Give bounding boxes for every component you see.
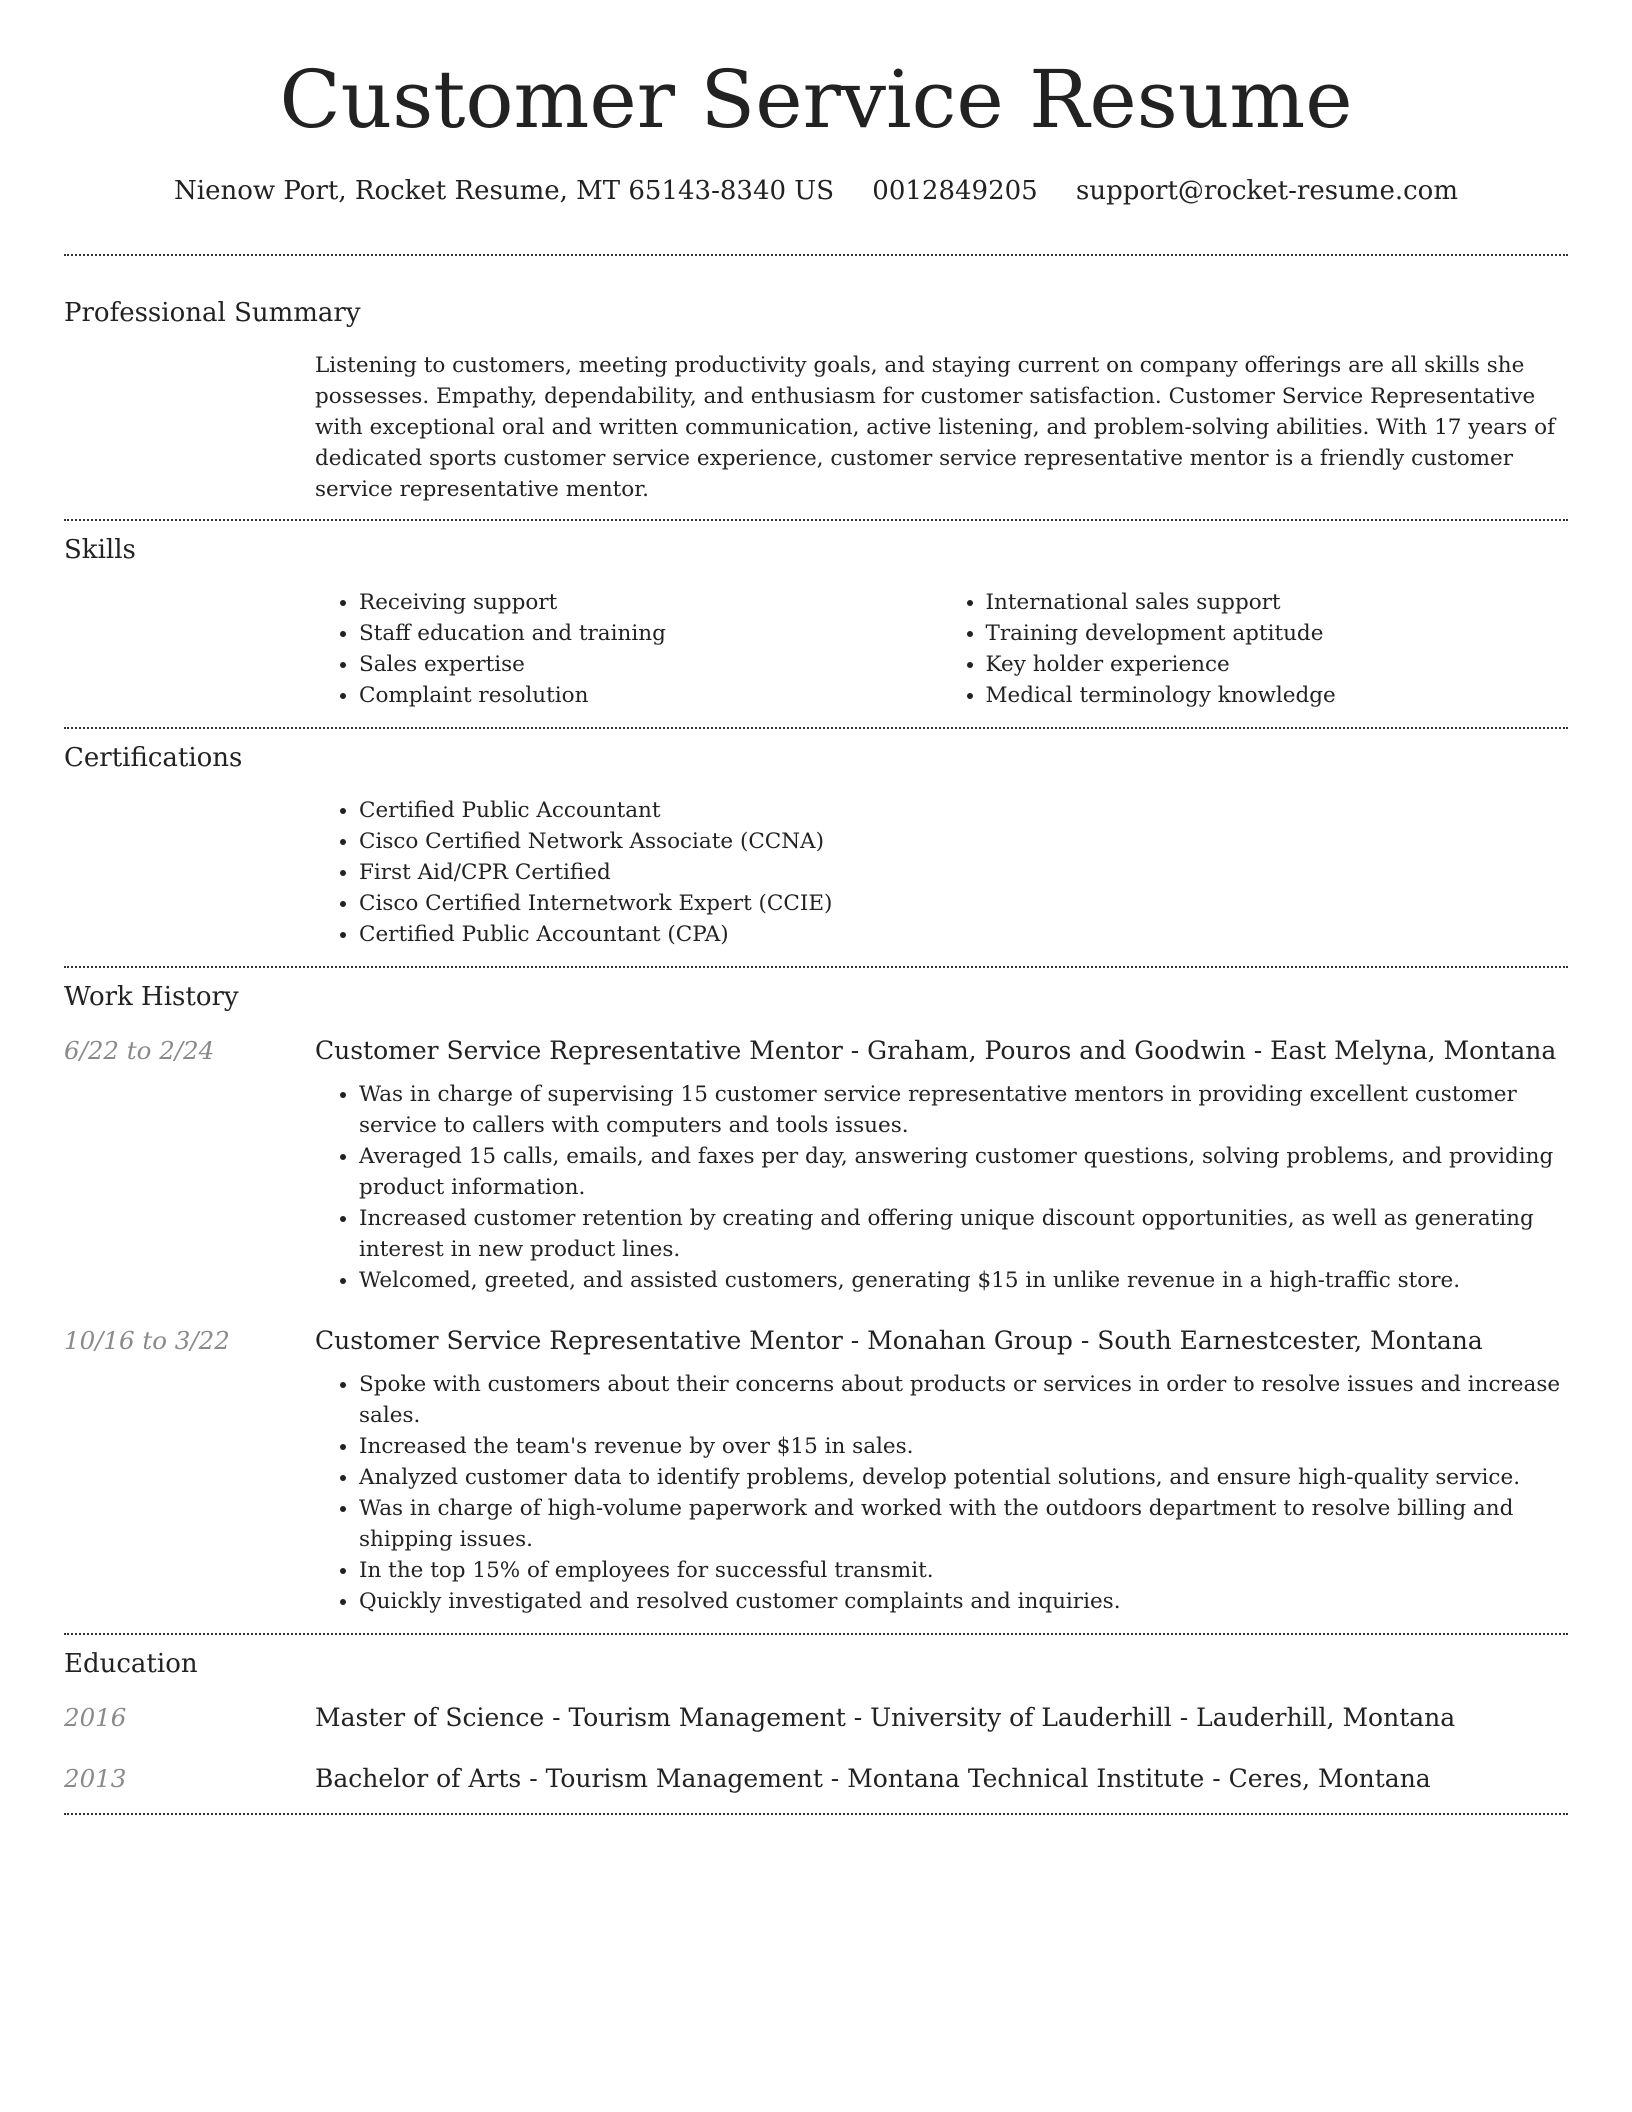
certifications-list (315, 795, 1568, 950)
work-section (64, 982, 1568, 1617)
job-bullets (315, 1369, 1568, 1617)
job-bullet: • Welcomed, greeted, and assisted customers, generating $15 in unlike revenue in a high-traffic store. (359, 1265, 1568, 1296)
job-bullet: • Averaged 15 calls, emails, and faxes per day, answering customer questions, solving problems, and providing product information. (359, 1141, 1568, 1203)
job-bullets (315, 1079, 1568, 1296)
job-dates: 6/22 to 2/24 (64, 1036, 215, 1065)
divider (64, 1633, 1568, 1635)
education-title: Master of Science - Tourism Management - University of Lauderhill - Lauderhill, Montana (315, 1703, 1456, 1732)
divider (64, 519, 1568, 521)
certifications-section (64, 743, 1568, 950)
job-entry (64, 1036, 1568, 1065)
summary-section (64, 298, 1568, 505)
skill-item: • Sales expertise (359, 649, 942, 680)
job-bullet: • In the top 15% of employees for successful transmit. (359, 1555, 1568, 1586)
job-dates: 10/16 to 3/22 (64, 1326, 230, 1355)
skills-grid (315, 587, 1568, 711)
job-bullet: • Increased customer retention by creating and offering unique discount opportunities, as well as generating interest in new product lines. (359, 1203, 1568, 1265)
education-year: 2013 (64, 1764, 127, 1793)
certification-item: • Cisco Certified Network Associate (CCNA) (359, 826, 1568, 857)
skills-list-left (315, 587, 942, 711)
divider (64, 1813, 1568, 1815)
certification-item: • First Aid/CPR Certified (359, 857, 1568, 888)
skills-section (64, 535, 1568, 711)
job-details (315, 1079, 1568, 1296)
certification-item: • Cisco Certified Internetwork Expert (CCIE) (359, 888, 1568, 919)
divider (64, 727, 1568, 729)
job-entry (64, 1326, 1568, 1355)
skill-item: • International sales support (986, 587, 1569, 618)
job-bullet: • Was in charge of high-volume paperwork and worked with the outdoors department to resolve billing and shipping issues. (359, 1493, 1568, 1555)
education-section (64, 1649, 1568, 1793)
certifications-content (315, 795, 1568, 950)
skill-item: • Receiving support (359, 587, 942, 618)
education-year: 2016 (64, 1703, 127, 1732)
job-details (315, 1369, 1568, 1617)
contact-address: Nienow Port, Rocket Resume, MT 65143-8340 US (174, 176, 835, 206)
certifications-heading: Certifications (64, 743, 243, 773)
divider (64, 254, 1568, 256)
job-bullet: • Analyzed customer data to identify problems, develop potential solutions, and ensure high-quality service. (359, 1462, 1568, 1493)
education-title: Bachelor of Arts - Tourism Management - Montana Technical Institute - Ceres, Montana (315, 1764, 1431, 1793)
summary-heading: Professional Summary (64, 298, 361, 328)
job-bullet: • Spoke with customers about their concerns about products or services in order to resolve issues and increase sales. (359, 1369, 1568, 1431)
certification-item: • Certified Public Accountant (CPA) (359, 919, 1568, 950)
education-entry (64, 1703, 1568, 1732)
skill-item: • Key holder experience (986, 649, 1569, 680)
education-heading: Education (64, 1649, 198, 1679)
resume-page (64, 0, 1568, 1815)
divider (64, 966, 1568, 968)
resume-title: Customer Service Resume (279, 53, 1353, 146)
job-title: Customer Service Representative Mentor - Monahan Group - South Earnestcester, Montana (315, 1326, 1483, 1355)
job-bullet: • Was in charge of supervising 15 customer service representative mentors in providing excellent customer service to callers with computers and tools issues. (359, 1079, 1568, 1141)
skills-heading: Skills (64, 535, 136, 565)
skill-item: • Complaint resolution (359, 680, 942, 711)
summary-text: Listening to customers, meeting productivity goals, and staying current on company offerings are all skills she possesses. Empathy, dependability, and enthusiasm for customer satisfaction. Customer Service Representative with exceptional oral and written communication, active listening, and problem-solving abilities. With 17 years of dedicated sports customer service experience, customer service representative mentor is a friendly customer service representative mentor. (315, 353, 1556, 502)
contact-email: support@rocket-resume.com (1075, 176, 1458, 206)
skills-list-right (942, 587, 1569, 711)
skill-item: • Training development aptitude (986, 618, 1569, 649)
contact-phone: 0012849205 (872, 176, 1038, 206)
skill-item: • Medical terminology knowledge (986, 680, 1569, 711)
job-bullet: • Increased the team's revenue by over $15 in sales. (359, 1431, 1568, 1462)
skill-item: • Staff education and training (359, 618, 942, 649)
education-entry (64, 1764, 1568, 1793)
certification-item: • Certified Public Accountant (359, 795, 1568, 826)
contact-line (64, 176, 1568, 206)
job-bullet: • Quickly investigated and resolved customer complaints and inquiries. (359, 1586, 1568, 1617)
job-title: Customer Service Representative Mentor - Graham, Pouros and Goodwin - East Melyna, Montana (315, 1036, 1557, 1065)
work-heading: Work History (64, 982, 239, 1012)
